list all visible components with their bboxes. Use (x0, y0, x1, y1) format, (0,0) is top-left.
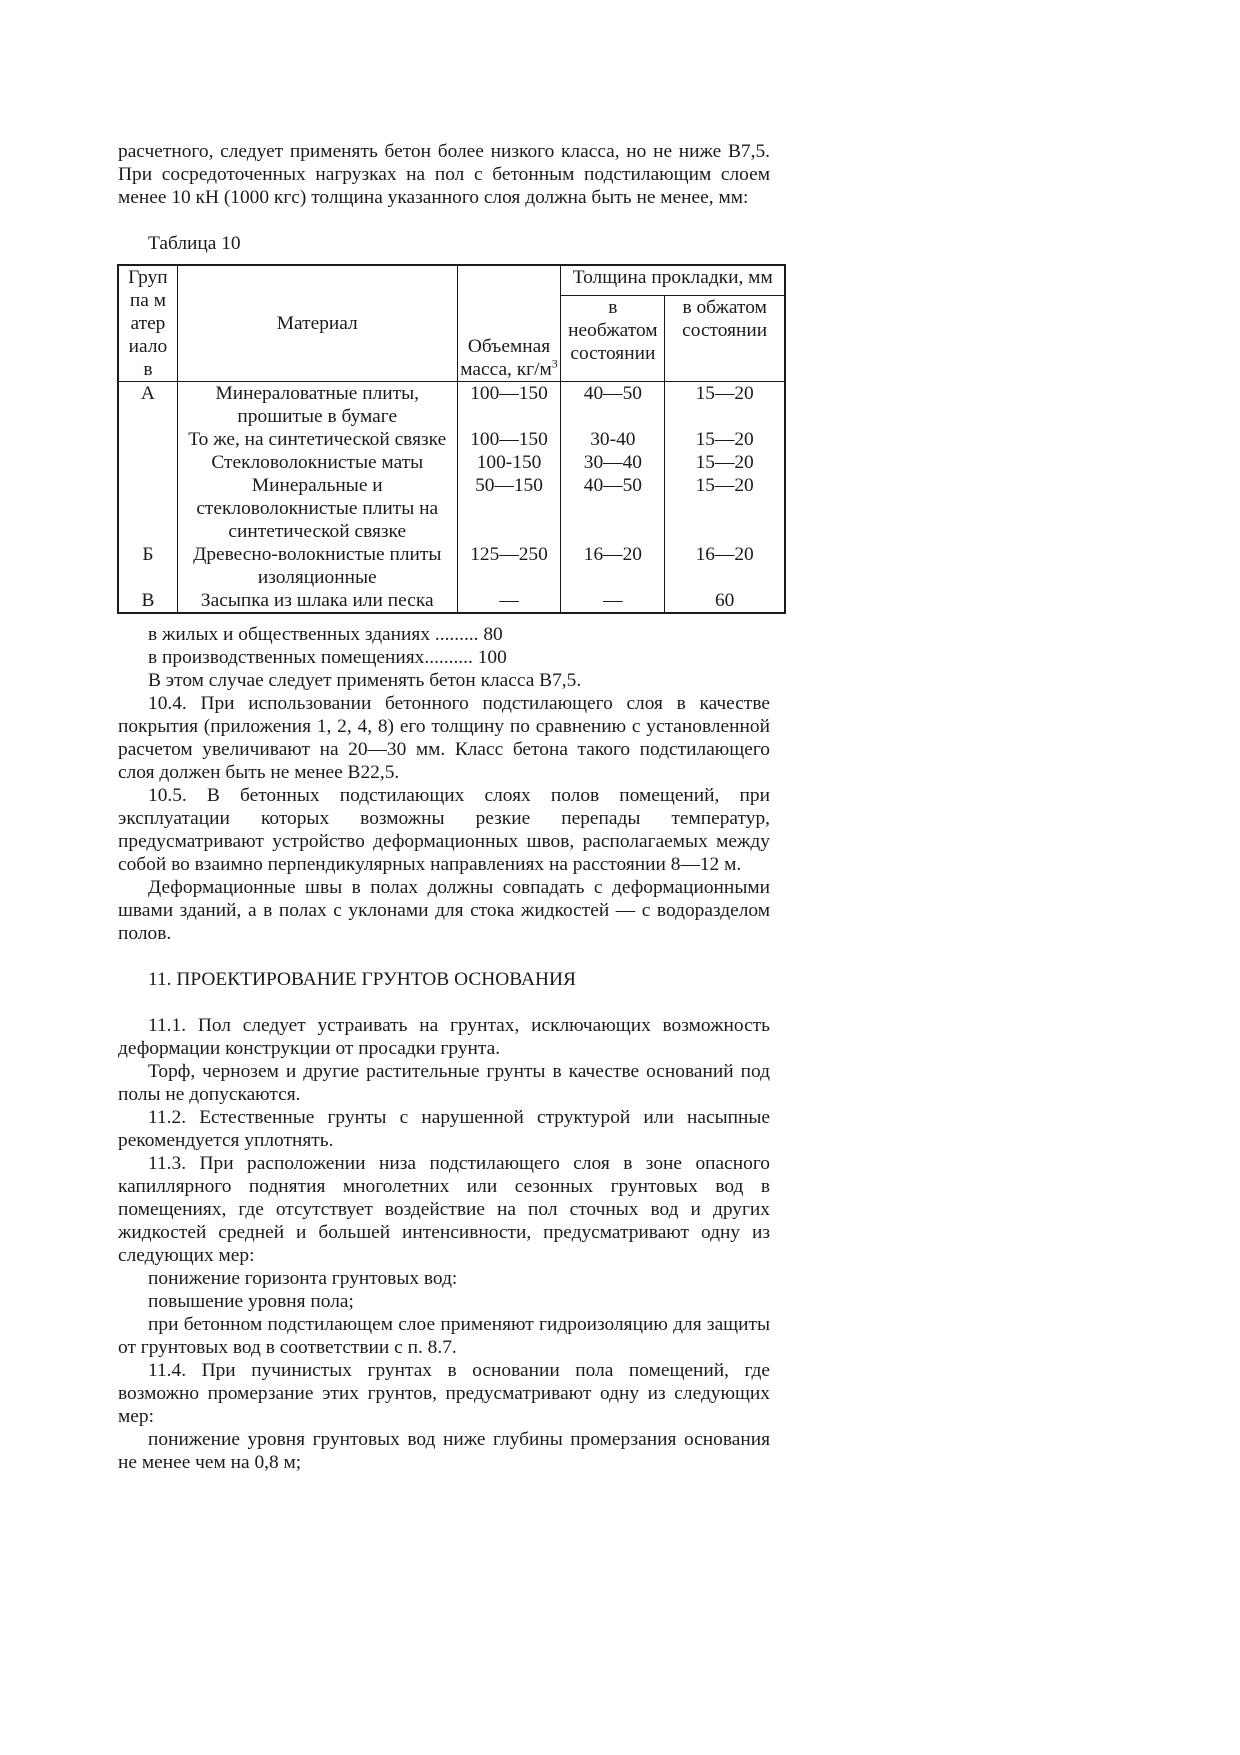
cell-uncompressed: — (561, 589, 665, 613)
norm-industrial: в производственных помещениях.......... 100 (148, 647, 507, 668)
header-uncompressed: в необжатом состоянии (561, 295, 665, 381)
cell-uncompressed: 30-40 (561, 428, 665, 451)
cell-compressed: 15—20 (665, 474, 785, 543)
header-material: Материал (177, 265, 457, 382)
header-group: Группа материалов (118, 265, 177, 382)
cell-group: Б (118, 543, 177, 589)
clause-10-5: 10.5. В бетонных подстилающих слоях полов помещений, при эксплуатации которых возможны резкие перепады температур, предусматривают устройство деформационных швов, располагаемых между собой во взаимно перпендикулярных направлениях на расстоянии 8—12 м. (118, 785, 770, 875)
cell-group: А (118, 382, 177, 429)
clause-10-4: 10.4. При использовании бетонного подстилающего слоя в качестве покрытия (приложения 1, 2, 4, 8) его толщину по сравнению с установленной расчетом увеличивают на 20—30 мм. Класс бетона такого подстилающего слоя должен быть не менее В22,5. (118, 693, 770, 783)
concrete-class-note: В этом случае следует применять бетон класса В7,5. (148, 670, 582, 691)
section-heading: 11. ПРОЕКТИРОВАНИЕ ГРУНТОВ ОСНОВАНИЯ (148, 969, 576, 990)
clause-11-2: 11.2. Естественные грунты с нарушенной структурой или насыпные рекомендуется уплотнять. (118, 1107, 770, 1151)
cell-material: Стекловолокнистые маты (177, 451, 457, 474)
measure-raise-floor: повышение уровня пола; (148, 1291, 354, 1312)
document-page (118, 140, 773, 1474)
cell-density: 100—150 (457, 382, 561, 429)
cell-uncompressed: 40—50 (561, 382, 665, 429)
clause-11-1-peat: Торф, чернозем и другие растительные грунты в качестве оснований под полы не допускаются. (118, 1061, 770, 1105)
table-row (118, 589, 785, 613)
cell-uncompressed: 30—40 (561, 451, 665, 474)
table-caption: Таблица 10 (148, 233, 241, 254)
cell-compressed: 15—20 (665, 428, 785, 451)
cell-density: 125—250 (457, 543, 561, 589)
measure-lower-groundwater: понижение горизонта грунтовых вод: (148, 1268, 458, 1289)
cell-density: 50—150 (457, 474, 561, 543)
cell-compressed: 60 (665, 589, 785, 613)
header-thickness: Толщина прокладки, мм (561, 265, 785, 295)
cell-material: То же, на синтетической связке (177, 428, 457, 451)
cell-compressed: 15—20 (665, 382, 785, 429)
cell-material: Засыпка из шлака или песка (177, 589, 457, 613)
header-density: Объемная масса, $кг/м^3$ (457, 265, 561, 382)
norm-residential: в жилых и общественных зданиях ......... 80 (148, 624, 503, 645)
intro-paragraph: расчетного, следует применять бетон более низкого класса, но не ниже В7,5. При сосредоточенных нагрузках на пол с бетонным подстилающим слоем менее 10 кН (1000 кгс) толщина указанного слоя должна быть не менее, мм: (118, 141, 770, 208)
clause-10-5-joints: Деформационные швы в полах должны совпадать с деформационными швами зданий, а в полах с уклонами для стока жидкостей — с водоразделом полов. (118, 877, 770, 944)
measure-lower-water-level: понижение уровня грунтовых вод ниже глубины промерзания основания не менее чем на 0,8 м; (118, 1429, 770, 1473)
cell-material: Древесно-волокнистые плиты изоляционные (177, 543, 457, 589)
table-row (118, 474, 785, 543)
measure-waterproofing: при бетонном подстилающем слое применяют гидроизоляцию для защиты от грунтовых вод в соответствии с п. 8.7. (118, 1314, 770, 1358)
header-compressed: в обжатом состоянии (665, 295, 785, 381)
cell-group: В (118, 589, 177, 613)
cell-group (118, 428, 177, 451)
table-row (118, 451, 785, 474)
cell-density: — (457, 589, 561, 613)
cell-density: 100-150 (457, 451, 561, 474)
cell-material: Минеральные и стекловолокнистые плиты на синтетической связке (177, 474, 457, 543)
clause-11-1: 11.1. Пол следует устраивать на грунтах, исключающих возможность деформации конструкции от просадки грунта. (118, 1015, 770, 1059)
table-row (118, 382, 785, 429)
cell-compressed: 15—20 (665, 451, 785, 474)
table-row (118, 428, 785, 451)
cell-uncompressed: 16—20 (561, 543, 665, 589)
cell-density: 100—150 (457, 428, 561, 451)
clause-11-3: 11.3. При расположении низа подстилающего слоя в зоне опасного капиллярного поднятия многолетних или сезонных грунтовых вод в помещениях, где отсутствует воздействие на пол сточных вод и других жидкостей средней и большей интенсивности, предусматривают одну из следующих мер: (118, 1153, 770, 1266)
clause-11-4: 11.4. При пучинистых грунтах в основании пола помещений, где возможно промерзание этих грунтов, предусматривают одну из следующих мер: (118, 1360, 770, 1427)
cell-compressed: 16—20 (665, 543, 785, 589)
cell-uncompressed: 40—50 (561, 474, 665, 543)
table-row (118, 543, 785, 589)
table-10 (117, 264, 786, 614)
cell-group (118, 451, 177, 474)
cell-material: Минераловатные плиты, прошитые в бумаге (177, 382, 457, 429)
cell-group (118, 474, 177, 543)
